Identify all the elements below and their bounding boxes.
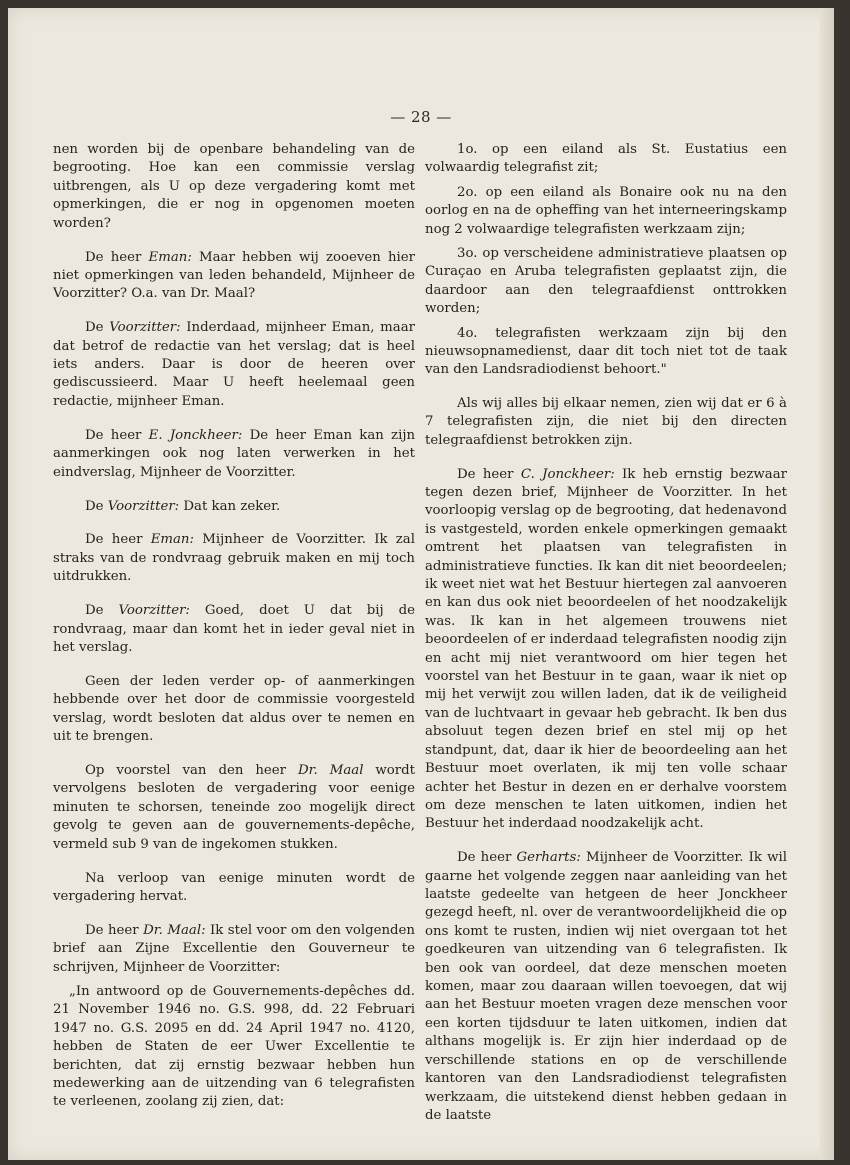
page-number: — 28 — xyxy=(390,108,452,126)
paragraph: De heer Eman: Maar hebben wij zooeven hier niet opmerkingen van leden behandeld, Mijnheer de Voorzitter? O.a. van Dr. Maal? xyxy=(53,249,415,302)
paragraph: De heer Eman: Mijnheer de Voorzitter. Ik zal straks van de rondvraag gebruik maken en mij toch uitdrukken. xyxy=(53,532,415,585)
speaker-name: Gerharts: xyxy=(516,850,581,866)
paragraph: De Voorzitter: Inderdaad, mijnheer Eman, maar dat betrof de redactie van het verslag; dat is heel iets anders. Daar is door de heeren over gediscussieerd. Maar U heeft heelemaal geen redactie, mijnheer Eman. xyxy=(53,320,415,409)
paragraph: Na verloop van eenige minuten wordt de vergadering hervat. xyxy=(53,870,415,904)
document-page xyxy=(8,8,834,1160)
paragraph: De heer E. Jonckheer: De heer Eman kan zijn aanmerkingen ook nog laten verwerken in het eindverslag, Mijnheer de Voorzitter. xyxy=(53,427,416,480)
page-edge xyxy=(820,8,834,1160)
speaker-name: Voorzitter: xyxy=(118,603,190,619)
speaker-name: Eman: xyxy=(148,249,192,265)
paragraph: De heer Gerharts: Mijnheer de Voorzitter. Ik wil gaarne het volgende zeggen naar aanleiding van het laatste gedeelte van hetgeen de heer Jonckheer gezegd heeft, nl. over de verantwoordelijkheid die op ons komt te rusten, indien wij niet overgaan tot het goedkeuren van uitzending van 6 telegrafisten. Ik ben ook van oordeel, dat deze menschen moeten komen, maar zou daaraan willen toevoegen, dat wij aan het Bestuur moeten vragen deze menschen voor een korten tijdsduur te laten uitkomen, indien dat althans mogelijk is. Er zijn hier inderdaad op de verschillende stations en op de verschillende kantoren van den Landsradiodienst telegrafisten werkzaam, die uitstekend dienst hebben gedaan in de laatste xyxy=(425,850,787,1123)
speaker-name: Dr. Maal: xyxy=(143,922,206,938)
list-item: 4o. telegrafisten werkzaam zijn bij den nieuwsopnamedienst, daar dit toch niet tot de taak van den Landsradiodienst behoort." xyxy=(425,325,787,378)
speaker-name: Dr. Maal xyxy=(297,762,364,778)
paragraph: nen worden bij de openbare behandeling van de begrooting. Hoe kan een commissie verslag uitbrengen, als U op deze vergadering komt met opmerkingen, die er nog in opgenomen moeten worden? xyxy=(53,142,415,231)
speaker-name: Voorzitter: xyxy=(107,498,180,514)
paragraph: De heer C. Jonckheer: Ik heb ernstig bezwaar tegen dezen brief, Mijnheer de Voorzitter. In het voorloopig verslag op de begrooting, dat hedenavond is vastgesteld, worden enkele opmerkingen gemaakt omtrent het plaatsen van telegrafisten in administratieve functies. Ik kan dit niet beoordeelen; ik weet niet wat het Bestuur hiertegen zal aanvoeren en kan dus ook niet beoordeelen of het noodzakelijk was. Ik kan in het algemeen trouwens niet beoordeelen of er inderdaad telegrafisten noodig zijn en acht mij niet verantwoord om hier tegen het voorstel van het Bestuur in te gaan, waar ik niet op mij het verwijt zou willen laden, dat ik de veiligheid van de luchtvaart in gevaar heb gebracht. Ik ben dus absoluut tegen dezen brief en stel mij op het standpunt, dat, daar ik hier de beoordeeling aan het Bestuur moet overlaten, ik mij ten volle schaar achter het Bestur in dezen en er derhalve voorstem om deze menschen te laten uitkomen, indien het Bestuur het inderdaad noodzakelijk acht. xyxy=(425,466,787,832)
speaker-name: Voorzitter: xyxy=(109,320,181,336)
right-column xyxy=(425,141,787,1141)
quoted-letter: „In antwoord op de Gouvernements-depêches dd. 21 November 1946 no. G.S. 998, dd. 22 Februari 1947 no. G.S. 2095 en dd. 24 April 1947 no. 4120, hebben de Staten de eer Uwer Excellentie te berichten, dat zij ernstig bezwaar hebben hun medewerking aan de uitzending van 6 telegrafisten te verleenen, zoolang zij zien, dat: xyxy=(53,984,415,1110)
paragraph: De heer Dr. Maal: Ik stel voor om den volgenden brief aan Zijne Excellentie den Gouverneur te schrijven, Mijnheer de Voorzitter: xyxy=(53,922,415,975)
speaker-name: E. Jonckheer: xyxy=(148,427,243,443)
paragraph: Als wij alles bij elkaar nemen, zien wij dat er 6 à 7 telegrafisten zijn, die niet bij den directen telegraafdienst betrokken zijn. xyxy=(425,395,787,448)
list-item: 1o. op een eiland als St. Eustatius een volwaardig telegrafist zit; xyxy=(425,142,787,176)
speaker-name: C. Jonckheer: xyxy=(520,466,615,482)
left-column xyxy=(53,141,415,1112)
paragraph: De Voorzitter: Goed, doet U dat bij de rondvraag, maar dan komt het in ieder geval niet in het verslag. xyxy=(53,603,415,655)
list-item: 3o. op verscheidene administratieve plaatsen op Curaçao en Aruba telegrafisten geplaatst zijn, die daardoor aan den telegraafdienst onttrokken worden; xyxy=(425,246,787,317)
paragraph: Op voorstel van den heer Dr. Maal wordt vervolgens besloten de vergadering voor eenige minuten te schorsen, teneinde zoo mogelijk direct gevolg te geven aan de gouvernements-depêche, vermeld sub 9 van de ingekomen stukken. xyxy=(53,762,416,852)
speaker-name: Eman: xyxy=(150,532,194,548)
paragraph: De Voorzitter: Dat kan zeker. xyxy=(85,498,281,514)
list-item: 2o. op een eiland als Bonaire ook nu na den oorlog en na de opheffing van het interneeringskamp nog 2 volwaardige telegrafisten werkzaam zijn; xyxy=(425,184,787,237)
paragraph: Geen der leden verder op- of aanmerkingen hebbende over het door de commissie voorgesteld verslag, wordt besloten dat aldus over te nemen en uit te brengen. xyxy=(53,673,415,745)
